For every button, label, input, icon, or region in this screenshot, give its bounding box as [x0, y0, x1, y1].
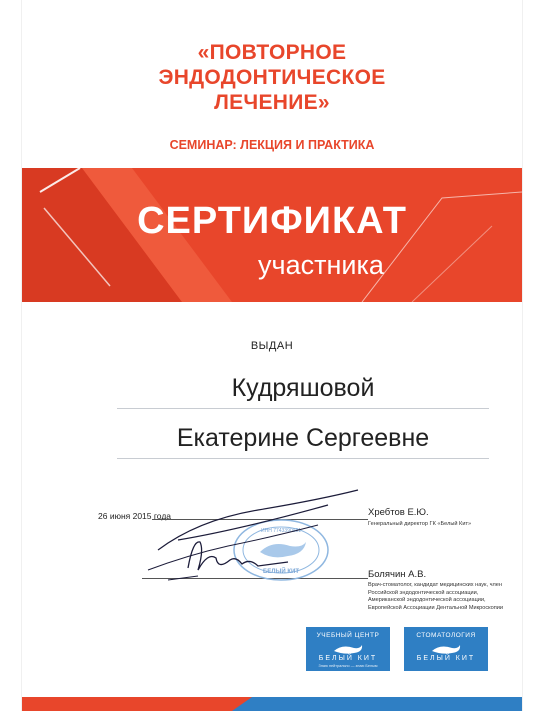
logo-2-top: СТОМАТОЛОГИЯ	[416, 632, 476, 639]
certificate-heading-sub: участника	[258, 250, 384, 280]
issue-date: 26 июня 2015 года	[98, 511, 172, 521]
stamp-top-text: ИНН 7743390931	[260, 528, 302, 534]
certificate-sheet	[22, 0, 522, 711]
signer-1-name: Хребтов Е.Ю.	[368, 507, 429, 518]
certificate-heading: СЕРТИФИКАТ	[137, 200, 407, 242]
whale-icon	[430, 642, 462, 656]
seminar-title-line-3: ЛЕЧЕНИЕ»	[214, 91, 330, 114]
footer-stripe	[22, 697, 522, 711]
handwritten-signature	[118, 480, 378, 590]
logo-dentistry	[404, 627, 488, 671]
logo-1-bottom: БЕЛЫЙ КИТ	[318, 655, 378, 662]
issued-label: ВЫДАН	[250, 340, 294, 352]
logo-training-center	[306, 627, 390, 671]
stamp-bottom-text: БЕЛЫЙ КИТ	[262, 569, 300, 575]
seminar-subtitle: СЕМИНАР: ЛЕКЦИЯ И ПРАКТИКА	[169, 138, 375, 152]
logo-1-top: УЧЕБНЫЙ ЦЕНТР	[316, 632, 380, 639]
signer-2-name: Болячин А.В.	[368, 569, 427, 580]
logo-2-bottom: БЕЛЫЙ КИТ	[416, 655, 476, 662]
seminar-title-line-1: «ПОВТОРНОЕ	[197, 41, 347, 64]
signer-2-desc: Врач-стоматолог, кандидат медицинских наук, член Российской эндодонтической ассоциации, Американской эндодонтической ассоциации, Европейской Ассоциации Дентальной Микроскопии	[368, 582, 504, 611]
recipient-given-names: Екатерине Сергеевне	[117, 424, 489, 459]
seminar-title	[22, 40, 522, 115]
logo-1-tagline: Знаю нейтрально — знаю Белым	[318, 664, 378, 668]
recipient-surname: Кудряшовой	[117, 374, 489, 409]
signer-1-desc: Генеральный директор ГК «Белый Кит»	[368, 521, 472, 527]
whale-icon	[332, 642, 364, 656]
seminar-title-line-2: ЭНДОДОНТИЧЕСКОЕ	[158, 66, 386, 89]
